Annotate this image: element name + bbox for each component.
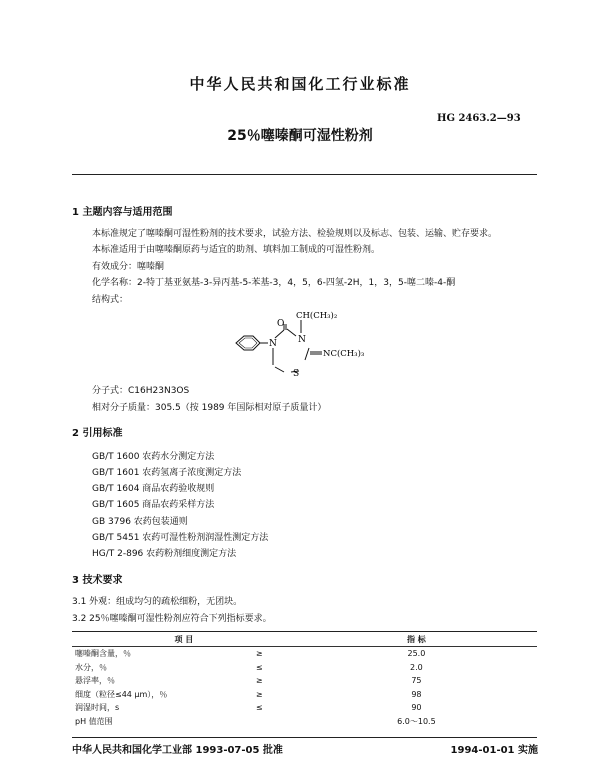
implementation-date: 1994-01-01 实施 [450, 745, 538, 756]
table-header-row [72, 632, 537, 647]
standard-number: HG 2463.2—93 [437, 113, 521, 124]
structural-formula [220, 305, 400, 385]
s1-structure-label: 结构式： [92, 295, 129, 305]
footer-divider [72, 737, 537, 738]
s1-paragraph-1: 本标准规定了噻嗪酮可湿性粉剂的技术要求，试验方法、检验规则以及标志、包装、运输、贮存要求。 [92, 229, 498, 239]
row-name: 悬浮率，％ [75, 676, 115, 686]
reference-item: GB/T 1600 农药水分测定方法 [92, 452, 215, 462]
approval-statement: 中华人民共和国化学工业部 1993-07-05 批准 [72, 745, 283, 756]
specification-table [72, 631, 537, 728]
molecular-weight: 相对分子质量：305.5（按 1989 年国际相对原子质量计） [92, 403, 327, 413]
row-operator: ≤ [255, 662, 263, 672]
row-operator: ≥ [255, 689, 263, 699]
atom-nitrogen-2: N [298, 335, 306, 345]
tert-butylimino-group: NC(CH₃)₃ [323, 349, 365, 359]
molecular-formula: 分子式：C16H23N3OS [92, 386, 190, 396]
section-2-heading: 2 引用标准 [72, 428, 123, 439]
table-row [72, 647, 537, 661]
row-operator: ≥ [255, 649, 263, 659]
s1-active-ingredient: 有效成分：噻嗪酮 [92, 262, 165, 272]
row-name: 润湿时间，s [75, 703, 120, 713]
section-3-heading: 3 技术要求 [72, 575, 123, 586]
reference-item: HG/T 2-896 农药粉剂细度测定方法 [92, 549, 237, 559]
title-divider [72, 174, 537, 175]
s1-chemical-name: 化学名称：2-特丁基亚氨基-3-异丙基-5-苯基-3，4，5，6-四氢-2H，1，3，5-噻二嗪-4-酮 [92, 278, 456, 288]
table-row [72, 701, 537, 715]
reference-item: GB/T 5451 农药可湿性粉剂润湿性测定方法 [92, 533, 269, 543]
row-operator [223, 715, 296, 729]
reference-item: GB/T 1601 农药氢离子浓度测定方法 [92, 468, 242, 478]
section-1-heading: 1 主题内容与适用范围 [72, 207, 173, 218]
row-value: 25.0 [407, 649, 426, 659]
row-value: 98 [411, 689, 422, 699]
table-row [72, 661, 537, 675]
header-item: 项 目 [72, 632, 296, 647]
reference-item: GB 3796 农药包装通则 [92, 517, 188, 527]
clause-3-1: 3.1 外观：组成均匀的疏松细粉，无团块。 [72, 597, 243, 607]
row-value: 6.0～10.5 [397, 716, 436, 726]
clause-3-2: 3.2 25％噻嗪酮可湿性粉剂应符合下列指标要求。 [72, 614, 272, 624]
isopropyl-group: CH(CH₃)₂ [296, 311, 338, 321]
document-title: 25％噻嗪酮可湿性粉剂 [227, 128, 373, 144]
reference-item: GB/T 1605 商品农药采样方法 [92, 500, 215, 510]
reference-item: GB/T 1604 商品农药验收规则 [92, 484, 215, 494]
s1-paragraph-2: 本标准适用于由噻嗪酮原药与适宜的助剂、填料加工制成的可湿性粉剂。 [92, 245, 381, 255]
standard-category: 中华人民共和国化工行业标准 [189, 75, 411, 93]
row-name: 噻嗪酮含量，％ [75, 649, 131, 659]
table-row [72, 688, 537, 702]
header-value: 指 标 [296, 632, 537, 647]
table-row [72, 715, 537, 729]
atom-nitrogen-1: N [269, 339, 277, 349]
row-value: 2.0 [410, 662, 423, 672]
atom-sulfur: S [293, 369, 300, 379]
row-operator: ≥ [255, 676, 263, 686]
atom-oxygen: O [277, 319, 285, 329]
row-name: pH 值范围 [75, 716, 113, 726]
row-value: 75 [411, 676, 422, 686]
row-operator: ≤ [255, 703, 263, 713]
row-name: 水分，％ [75, 662, 107, 672]
table-row [72, 674, 537, 688]
row-name: 细度（粒径≤44 μm），％ [75, 689, 168, 699]
row-value: 90 [411, 703, 422, 713]
